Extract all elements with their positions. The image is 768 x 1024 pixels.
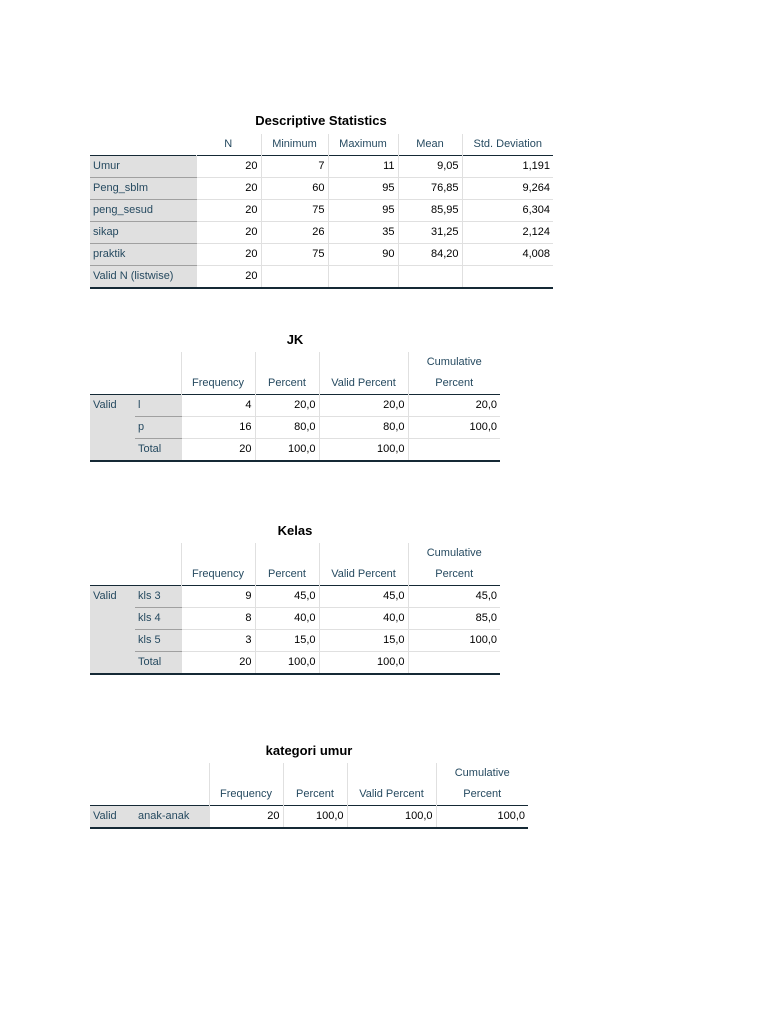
cell-percent: 40,0 [255,608,319,630]
header-cumulative: Cumulative [436,763,528,784]
cell-percent: 100,0 [255,652,319,675]
table-row [90,586,500,608]
header-valid-percent: Valid Percent [319,373,408,395]
jk-header-row [90,373,500,395]
cell-frequency: 3 [181,630,255,652]
cell-min: 26 [261,222,328,244]
cell-min [261,266,328,289]
table-row [90,178,553,200]
cell-sd [462,266,553,289]
descriptive-title: Descriptive Statistics [255,113,387,128]
table-row [90,652,500,675]
cell-cumulative-percent [408,439,500,462]
row-label: anak-anak [135,806,209,829]
cell-frequency: 9 [181,586,255,608]
cell-percent: 15,0 [255,630,319,652]
header-valid-percent: Valid Percent [319,564,408,586]
row-label: Total [135,652,181,675]
kategori-umur-title: kategori umur [265,743,353,758]
cell-valid-percent: 40,0 [319,608,408,630]
cell-max: 95 [328,178,398,200]
group-label-valid: Valid [90,806,135,829]
cell-min: 75 [261,244,328,266]
header-cumulative-percent: Percent [408,564,500,586]
cell-frequency: 16 [181,417,255,439]
cell-cumulative-percent: 100,0 [408,417,500,439]
header-cumulative-percent: Percent [408,373,500,395]
cell-cumulative-percent: 45,0 [408,586,500,608]
cell-max: 95 [328,200,398,222]
cell-cumulative-percent [408,652,500,675]
header-percent: Percent [255,373,319,395]
header-maximum: Maximum [328,134,398,156]
cell-percent: 100,0 [283,806,347,829]
cell-sd: 9,264 [462,178,553,200]
header-minimum: Minimum [261,134,328,156]
header-frequency: Frequency [181,564,255,586]
descriptive-statistics-table [90,134,553,289]
cell-n: 20 [196,244,261,266]
cell-valid-percent: 100,0 [319,652,408,675]
table-row [90,266,553,289]
kategori-umur-frequency-table [90,763,528,829]
cell-max: 90 [328,244,398,266]
cell-mean: 84,20 [398,244,462,266]
cell-mean: 76,85 [398,178,462,200]
cell-frequency: 20 [181,652,255,675]
cell-valid-percent: 100,0 [347,806,436,829]
row-label: Total [135,439,181,462]
cell-valid-percent: 45,0 [319,586,408,608]
header-frequency: Frequency [181,373,255,395]
header-cumulative: Cumulative [408,352,500,373]
group-label-valid: Valid [90,586,135,675]
cell-valid-percent: 100,0 [319,439,408,462]
cell-n: 20 [196,178,261,200]
cell-cumulative-percent: 20,0 [408,395,500,417]
cell-frequency: 20 [209,806,283,829]
cell-cumulative-percent: 100,0 [408,630,500,652]
row-label: Peng_sblm [90,178,196,200]
table-row [90,417,500,439]
cell-n: 20 [196,222,261,244]
cell-valid-percent: 20,0 [319,395,408,417]
cell-frequency: 8 [181,608,255,630]
cell-min: 7 [261,156,328,178]
cell-n: 20 [196,156,261,178]
header-percent: Percent [283,784,347,806]
descriptive-header-row [90,134,553,156]
jk-frequency-table [90,352,500,462]
cell-sd: 6,304 [462,200,553,222]
row-label: kls 5 [135,630,181,652]
kategori-header-row [90,784,528,806]
row-label: Valid N (listwise) [90,266,196,289]
cell-frequency: 20 [181,439,255,462]
cell-mean: 85,95 [398,200,462,222]
table-row [90,608,500,630]
cell-max: 35 [328,222,398,244]
cell-percent: 100,0 [255,439,319,462]
header-cumulative-percent: Percent [436,784,528,806]
header-valid-percent: Valid Percent [347,784,436,806]
table-row [90,630,500,652]
table-row [90,439,500,462]
cell-cumulative-percent: 100,0 [436,806,528,829]
table-row [90,200,553,222]
kelas-frequency-table [90,543,500,675]
cell-sd: 2,124 [462,222,553,244]
cell-mean: 9,05 [398,156,462,178]
cell-sd: 1,191 [462,156,553,178]
cell-percent: 45,0 [255,586,319,608]
header-std-deviation: Std. Deviation [462,134,553,156]
kelas-title: Kelas [277,523,313,538]
cell-mean: 31,25 [398,222,462,244]
cell-max [328,266,398,289]
cell-percent: 80,0 [255,417,319,439]
table-row [90,222,553,244]
table-row [90,156,553,178]
row-label: praktik [90,244,196,266]
kelas-header-row [90,564,500,586]
row-label: peng_sesud [90,200,196,222]
row-label: Umur [90,156,196,178]
cell-valid-percent: 15,0 [319,630,408,652]
group-label-valid: Valid [90,395,135,462]
header-cumulative: Cumulative [408,543,500,564]
cell-sd: 4,008 [462,244,553,266]
row-label: kls 4 [135,608,181,630]
row-label: sikap [90,222,196,244]
row-label: p [135,417,181,439]
cell-n: 20 [196,200,261,222]
cell-percent: 20,0 [255,395,319,417]
cell-mean [398,266,462,289]
cell-n: 20 [196,266,261,289]
table-row [90,244,553,266]
cell-valid-percent: 80,0 [319,417,408,439]
header-n: N [224,138,233,150]
cell-cumulative-percent: 85,0 [408,608,500,630]
cell-frequency: 4 [181,395,255,417]
header-percent: Percent [255,564,319,586]
row-label: l [135,395,181,417]
cell-max: 11 [328,156,398,178]
header-mean: Mean [398,134,462,156]
header-frequency: Frequency [209,784,283,806]
jk-title: JK [286,332,304,347]
table-row [90,806,528,829]
cell-min: 60 [261,178,328,200]
table-row [90,395,500,417]
row-label: kls 3 [135,586,181,608]
cell-min: 75 [261,200,328,222]
